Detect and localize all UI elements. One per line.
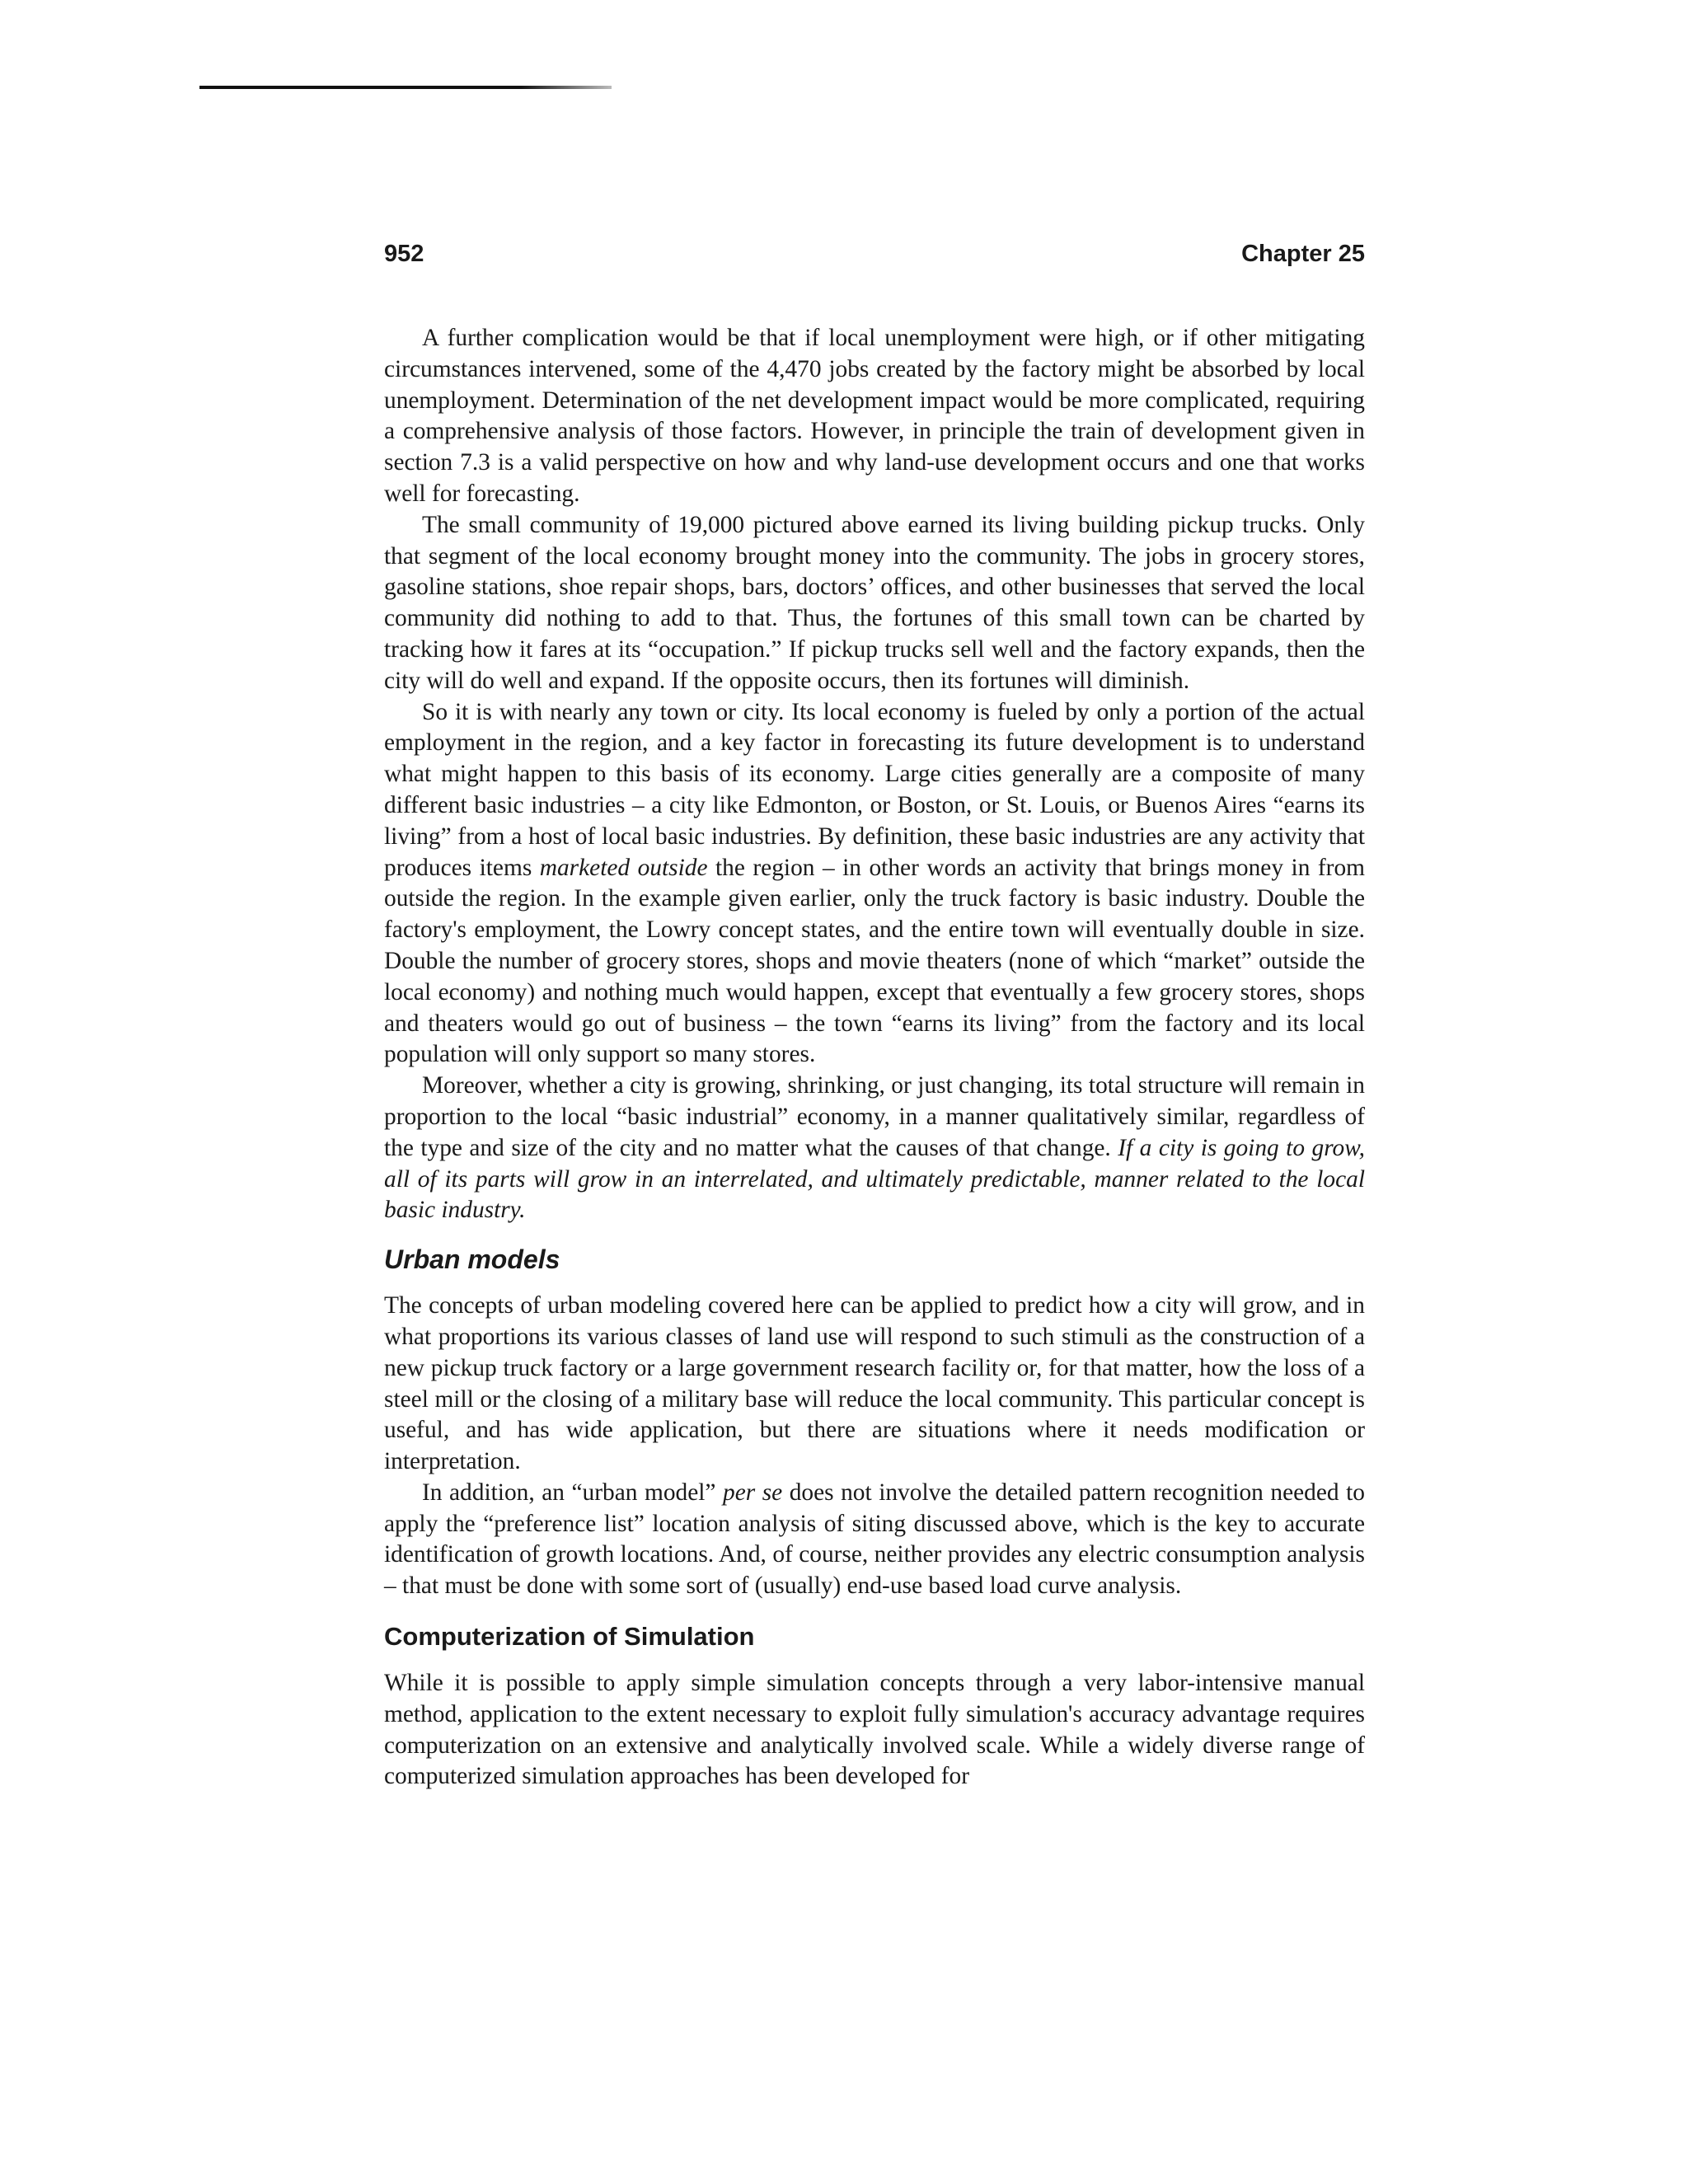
section-heading-urban-models: Urban models	[384, 1244, 560, 1275]
paragraph-city-structure	[384, 1071, 1365, 1226]
emphasis-growth-statement: If a city is going to grow, all of its parts will grow in an interrelated, and ultimately predictable, manner related to the local basic industry.	[384, 1134, 1366, 1224]
paragraph-small-community: The small community of 19,000 pictured above earned its living building pickup trucks. Only that segment of the local economy brought money into the community. The jobs in grocery stores, gasoline stations, shoe repair shops, bars, doctors’ offices, and other businesses that served the local community did nothing to add to that. Thus, the fortunes of this small town can be charted by tracking how it fares at its “occupation.” If pickup trucks sell well and the factory expands, then the city will do well and expand. If the opposite occurs, then its fortunes will diminish.	[384, 511, 1365, 694]
page-header	[384, 241, 1365, 274]
paragraph-computerization: While it is possible to apply simple simulation concepts through a very labor-intensive manual method, application to the extent necessary to exploit fully simulation's accuracy advantage requires computerization on an extensive and analytically involved scale. While a widely diverse range of computerized simulation approaches has been developed for	[384, 1670, 1365, 1790]
paragraph-basic-industries	[384, 697, 1365, 1071]
paragraph-text: the region – in other words an activity that brings money in from outside the region. In the example given earlier, only the truck factory is basic industry. Double the factory's employment, the Lowry concept states, and the entire town will eventually double in size. Double the number of grocery stores, shops and movie theaters (none of which “market” outside the local economy) and nothing much would happen, except that eventually a few grocery stores, shops and theaters would go out of business – the town “earns its living” from the factory and its local population will only support so many stores.	[384, 854, 1366, 1068]
page-number: 952	[384, 241, 424, 267]
chapter-label: Chapter 25	[1241, 241, 1365, 267]
main-text	[384, 323, 1365, 1793]
top-rule	[199, 86, 612, 89]
paragraph-text: does not involve the detailed pattern recognition needed to apply the “preference list” location analysis of siting discussed above, which is the key to accurate identification of growth locations. And, of course, neither provides any electric consumption analysis – that must be done with some sort of (usually) end-use based load curve analysis.	[384, 1479, 1365, 1600]
paragraph-text: Moreover, whether a city is growing, shrinking, or just changing, its total structure will remain in proportion to the local “basic industrial” economy, in a manner qualitatively similar, regardless of the type and size of the city and no matter what the causes of that change.	[384, 1072, 1365, 1161]
emphasis-per-se: per se	[723, 1479, 783, 1506]
paragraph-urban-modeling: The concepts of urban modeling covered here can be applied to predict how a city will grow, and in what proportions its various classes of land use will respond to such stimuli as the construction of a new pickup truck factory or a large government research facility or, for that matter, how the loss of a steel mill or the closing of a military base will reduce the local community. This particular concept is useful, and has wide application, but there are situations where it needs modification or interpretation.	[384, 1292, 1365, 1475]
paragraph-urban-model-per-se	[384, 1478, 1365, 1602]
paragraph-text: So it is with nearly any town or city. Its local economy is fueled by only a portion of the actual employment in the region, and a key factor in forecasting its future development is to understand what might happen to this basis of its economy. Large cities generally are a composite of many different basic industries – a city like Edmonton, or Boston, or St. Louis, or Buenos Aires “earns its living” from a host of local basic industries. By definition, these basic industries are any activity that produces items	[384, 698, 1365, 881]
paragraph-text: In addition, an “urban model”	[422, 1479, 723, 1506]
paragraph-unemployment: A further complication would be that if local unemployment were high, or if other mitigating circumstances intervened, some of the 4,470 jobs created by the factory might be absorbed by local unemployment. Determination of the net development impact would be more complicated, requiring a comprehensive analysis of those factors. However, in principle the train of development given in section 7.3 is a valid perspective on how and why land-use development occurs and one that works well for forecasting.	[384, 325, 1365, 507]
emphasis-marketed-outside: marketed outside	[539, 854, 708, 881]
section-heading-computerization: Computerization of Simulation	[384, 1622, 755, 1652]
